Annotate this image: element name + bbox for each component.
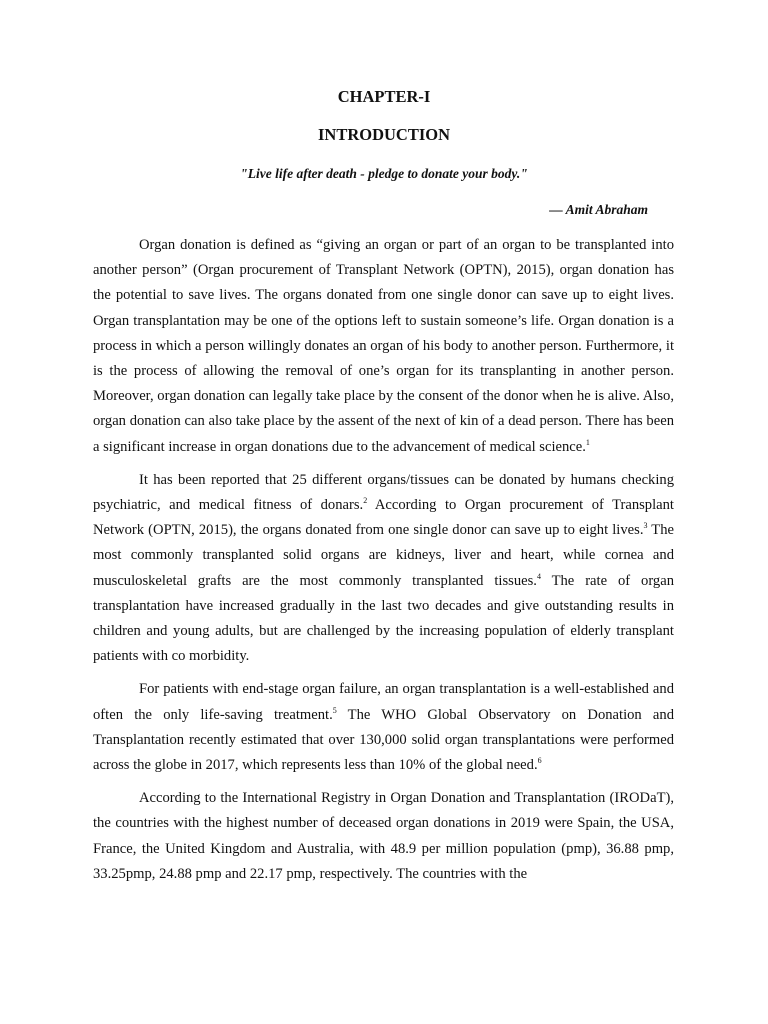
paragraph [93,786,674,887]
chapter-number: CHAPTER-I [337,87,431,106]
epigraph-attribution: — Amit Abraham [549,202,648,217]
paragraph-text: Organ donation is defined as “giving an organ or part of an organ to be transplanted into another person” (Organ procurement of Transplant Network (OPTN), 2015), organ donation has the potential to save lives. The organs donated from one single donor can save up to eight lives. Organ transplantation may be one of the options left to sustain someone’s life. Organ donation is a process in which a person willingly donates an organ of his body to another person. Furthermore, it is the process of allowing the removal of one’s organ for its transplanting in another person. Moreover, organ donation can legally take place by the consent of the donor when he is alive. Also, organ donation can also take place by the assent of the next of kin of a dead person. There has been a significant increase in organ donations due to the advancement of medical science. [93,237,674,455]
paragraph-text: It has been reported that 25 different organs/tissues can be donated by humans checking psychiatric, and medical fitness of donars. [93,471,674,514]
footnote-reference: 1 [585,437,590,447]
footnote-reference: 3 [643,521,648,531]
footnote-reference: 5 [332,705,337,715]
paragraph-text: The WHO Global Observatory on Donation and Transplantation recently estimated that over 130,000 solid organ transplantations were performed across the globe in 2017, which represents less than 10% of the global need. [93,706,674,774]
paragraph [93,677,674,778]
paragraph-text: For patients with end-stage organ failure, an organ transplantation is a well-established and often the only life-saving treatment. [93,681,674,723]
body-text [93,233,674,895]
paragraph-text: According to Organ procurement of Transplant Network (OPTN, 2015), the organs donated from one single donor can save up to eight lives. [93,497,674,539]
paragraph [93,468,674,670]
epigraph-quote: "Live life after death - pledge to donate your body." [240,166,528,181]
paragraph-text: The rate of organ transplantation have increased gradually in the last two decades and give outstanding results in children and young adults, but are challenged by the increasing population of elderly transplant patients with co morbidity. [93,572,674,665]
footnote-reference: 6 [537,756,542,766]
chapter-title: INTRODUCTION [317,125,451,144]
paragraph-text: The most commonly transplanted solid organs are kidneys, liver and heart, while cornea and musculoskeletal grafts are the most commonly transplanted tissues. [93,522,674,589]
footnote-reference: 4 [536,571,541,581]
paragraph [93,233,674,460]
paragraph-text: According to the International Registry in Organ Donation and Transplantation (IRODaT), the countries with the highest number of deceased organ donations in 2019 were Spain, the USA, France, the United Kingdom and Australia, with 48.9 per million population (pmp), 36.88 pmp, 33.25pmp, 24.88 pmp and 22.17 pmp, respectively. The countries with the [93,790,674,882]
footnote-reference: 2 [363,496,368,506]
